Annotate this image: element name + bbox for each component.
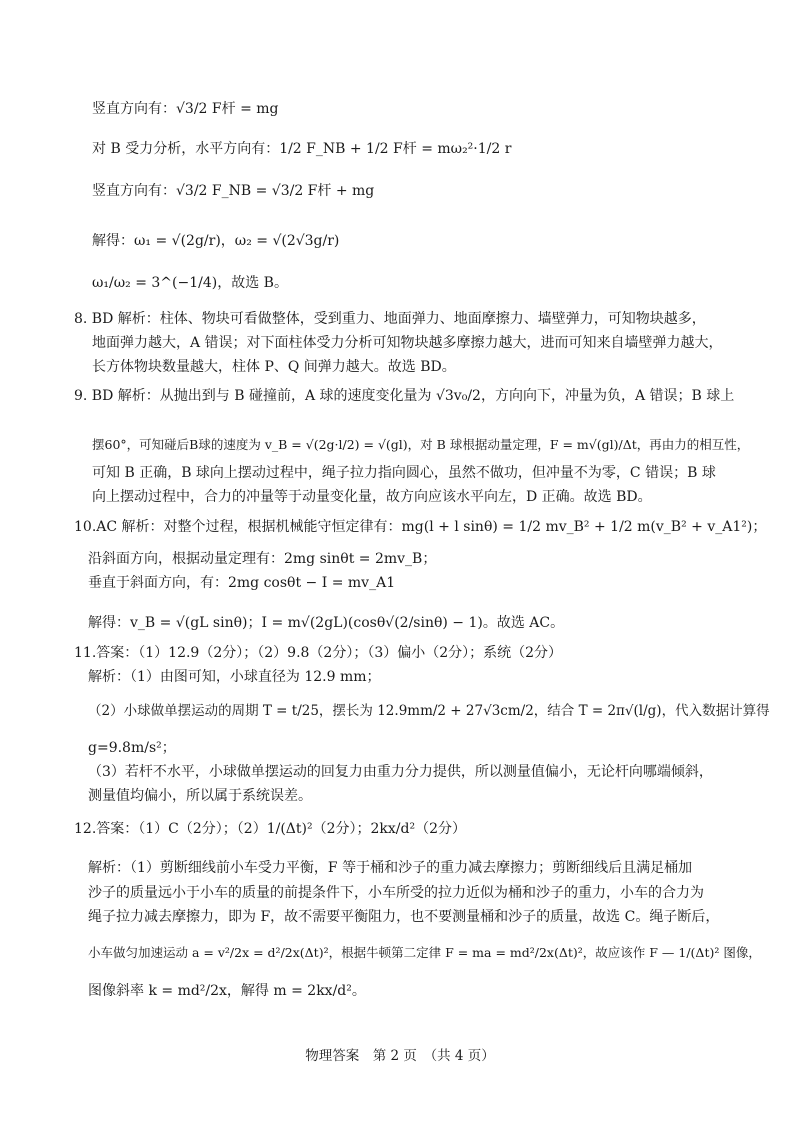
text-line: 解得：v_B = √(gL sinθ)；I = m√(2gL)(cosθ√(2/sinθ) − 1)。故选 AC。 xyxy=(88,615,565,631)
page-footer: 物理答案 第 2 页 （共 4 页） xyxy=(305,1048,495,1064)
text-line: 向上摆动过程中，合力的冲量等于动量变化量，故方向应该水平向左，D 正确。故选 BD。 xyxy=(92,489,652,505)
text-line: 地面弹力越大，A 错误；对下面柱体受力分析可知物块越多摩擦力越大，进而可知来自墙壁弹力越大， xyxy=(92,335,723,351)
text-line: 沿斜面方向，根据动量定理有：2mg sinθt = 2mv_B； xyxy=(88,551,437,567)
text-line: 可知 B 正确，B 球向上摆动过程中，绳子拉力指向圆心，虽然不做功，但冲量不为零，C 错误；B 球 xyxy=(92,465,716,481)
text-line: 竖直方向有：√3/2 F_NB = √3/2 F杆 + mg xyxy=(92,183,375,199)
text-line: 小车做匀加速运动 a = v²/2x = d²/2x(Δt)²，根据牛顿第二定律 F = ma = md²/2x(Δt)²，故应该作 F — 1/(Δt)² 图像， xyxy=(88,945,761,960)
text-line: 10.AC 解析：对整个过程，根据机械能守恒定律有：mg(l + l sinθ) = 1/2 mv_B² + 1/2 m(v_B² + v_A1²)； xyxy=(74,519,767,535)
text-line: 11.答案：（1）12.9（2分）；（2）9.8（2分）；（3）偏小（2分）；系统（2分） xyxy=(74,645,563,661)
text-line: 沙子的质量远小于小车的质量的前提条件下，小车所受的拉力近似为桶和沙子的重力，小车的合力为 xyxy=(88,885,704,901)
text-line: 9. BD 解析：从抛出到与 B 碰撞前，A 球的速度变化量为 √3v₀/2，方向向下，冲量为负，A 错误；B 球上 xyxy=(74,388,735,404)
text-line: 解得：ω₁ = √(2g/r)，ω₂ = √(2√3g/r) xyxy=(92,233,340,249)
text-line: ω₁/ω₂ = 3^(−1/4)，故选 B。 xyxy=(92,275,288,291)
text-line: （2）小球做单摆运动的周期 T = t/25，摆长为 12.9mm/2 + 27√3cm/2，结合 T = 2π√(l/g)，代入数据计算得 xyxy=(88,703,770,719)
text-line: 12.答案：（1）C（2分）；（2）1/(Δt)²（2分）；2kx/d²（2分） xyxy=(74,821,466,837)
text-line: g=9.8m/s²； xyxy=(88,740,176,756)
text-line: 对 B 受力分析，水平方向有：1/2 F_NB + 1/2 F杆 = mω₂²·1/2 r xyxy=(92,141,512,157)
text-line: 竖直方向有：√3/2 F杆 = mg xyxy=(92,101,279,117)
text-line: 解析：（1）剪断细线前小车受力平衡，F 等于桶和沙子的重力减去摩擦力；剪断细线后且满足桶加 xyxy=(88,860,693,876)
text-line: 测量值均偏小，所以属于系统误差。 xyxy=(88,788,312,804)
text-line: 解析：（1）由图可知，小球直径为 12.9 mm； xyxy=(88,669,381,685)
text-line: 绳子拉力减去摩擦力，即为 F，故不需要平衡阻力，也不要测量桶和沙子的质量，故选 C。绳子断后， xyxy=(88,909,720,925)
text-line: 摆60°，可知碰后B球的速度为 v_B = √(2g·l/2) = √(gl)，对 B 球根据动量定理，F = m√(gl)/Δt，再由力的相互性， xyxy=(92,437,750,452)
text-line: （3）若杆不水平，小球做单摆运动的回复力由重力分力提供，所以测量值偏小，无论杆向哪端倾斜， xyxy=(88,764,713,780)
text-line: 图像斜率 k = md²/2x，解得 m = 2kx/d²。 xyxy=(88,983,366,999)
text-line: 垂直于斜面方向，有：2mg cosθt − I = mv_A1 xyxy=(88,575,396,591)
text-line: 8. BD 解析：柱体、物块可看做整体，受到重力、地面弹力、地面摩擦力、墙壁弹力，可知物块越多， xyxy=(74,311,706,327)
text-line: 长方体物块数量越大，柱体 P、Q 间弹力越大。故选 BD。 xyxy=(92,359,456,375)
